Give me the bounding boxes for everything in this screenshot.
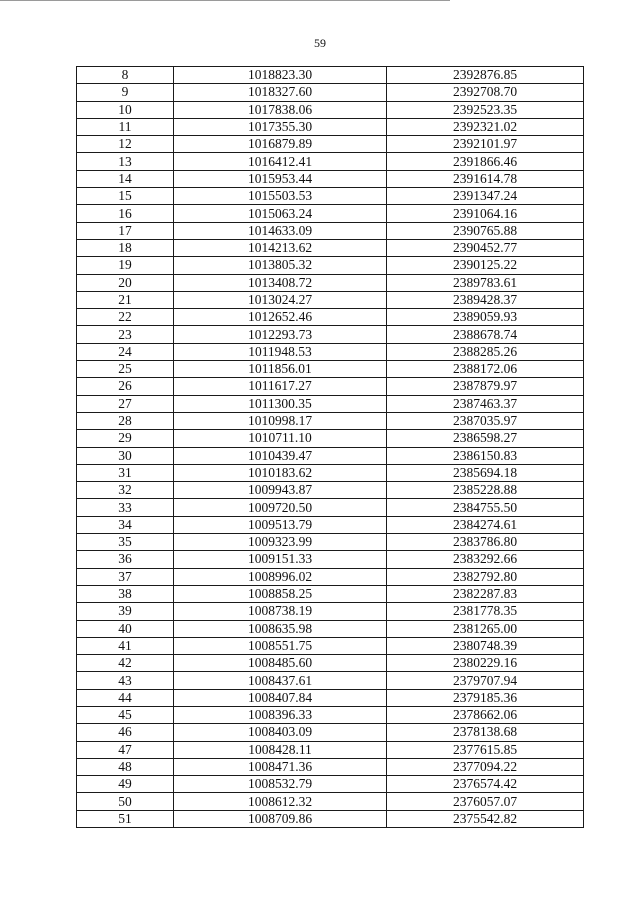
y-coordinate-cell: 2388285.26 <box>387 343 584 360</box>
y-coordinate-cell: 2390452.77 <box>387 239 584 256</box>
table-row <box>77 153 584 170</box>
point-number-cell: 26 <box>77 378 174 395</box>
point-number-cell: 41 <box>77 637 174 654</box>
x-coordinate-cell: 1008396.33 <box>174 706 387 723</box>
table-row <box>77 205 584 222</box>
x-coordinate-cell: 1008471.36 <box>174 758 387 775</box>
point-number-cell: 47 <box>77 741 174 758</box>
table-row <box>77 309 584 326</box>
table-row <box>77 603 584 620</box>
x-coordinate-cell: 1013024.27 <box>174 291 387 308</box>
table-row <box>77 343 584 360</box>
y-coordinate-cell: 2380229.16 <box>387 655 584 672</box>
point-number-cell: 15 <box>77 188 174 205</box>
y-coordinate-cell: 2392321.02 <box>387 118 584 135</box>
x-coordinate-cell: 1015953.44 <box>174 170 387 187</box>
table-row <box>77 101 584 118</box>
y-coordinate-cell: 2377094.22 <box>387 758 584 775</box>
x-coordinate-cell: 1018823.30 <box>174 67 387 84</box>
y-coordinate-cell: 2378138.68 <box>387 724 584 741</box>
point-number-cell: 46 <box>77 724 174 741</box>
x-coordinate-cell: 1008551.75 <box>174 637 387 654</box>
point-number-cell: 21 <box>77 291 174 308</box>
y-coordinate-cell: 2381778.35 <box>387 603 584 620</box>
table-row <box>77 291 584 308</box>
table-row <box>77 534 584 551</box>
x-coordinate-cell: 1017838.06 <box>174 101 387 118</box>
x-coordinate-cell: 1013408.72 <box>174 274 387 291</box>
table-row <box>77 516 584 533</box>
point-number-cell: 11 <box>77 118 174 135</box>
y-coordinate-cell: 2391347.24 <box>387 188 584 205</box>
y-coordinate-cell: 2379185.36 <box>387 689 584 706</box>
table-row <box>77 136 584 153</box>
point-number-cell: 25 <box>77 361 174 378</box>
x-coordinate-cell: 1008612.32 <box>174 793 387 810</box>
y-coordinate-cell: 2389783.61 <box>387 274 584 291</box>
point-number-cell: 19 <box>77 257 174 274</box>
table-row <box>77 655 584 672</box>
x-coordinate-cell: 1016412.41 <box>174 153 387 170</box>
y-coordinate-cell: 2375542.82 <box>387 810 584 827</box>
y-coordinate-cell: 2387463.37 <box>387 395 584 412</box>
y-coordinate-cell: 2388172.06 <box>387 361 584 378</box>
y-coordinate-cell: 2383292.66 <box>387 551 584 568</box>
x-coordinate-cell: 1008996.02 <box>174 568 387 585</box>
x-coordinate-cell: 1009720.50 <box>174 499 387 516</box>
y-coordinate-cell: 2377615.85 <box>387 741 584 758</box>
table-row <box>77 672 584 689</box>
table-row <box>77 464 584 481</box>
point-number-cell: 8 <box>77 67 174 84</box>
table-row <box>77 637 584 654</box>
y-coordinate-cell: 2389428.37 <box>387 291 584 308</box>
table-row <box>77 551 584 568</box>
table-row <box>77 724 584 741</box>
x-coordinate-cell: 1011948.53 <box>174 343 387 360</box>
table-row <box>77 689 584 706</box>
point-number-cell: 37 <box>77 568 174 585</box>
x-coordinate-cell: 1010439.47 <box>174 447 387 464</box>
x-coordinate-cell: 1012293.73 <box>174 326 387 343</box>
point-number-cell: 42 <box>77 655 174 672</box>
x-coordinate-cell: 1015503.53 <box>174 188 387 205</box>
point-number-cell: 20 <box>77 274 174 291</box>
point-number-cell: 28 <box>77 412 174 429</box>
point-number-cell: 48 <box>77 758 174 775</box>
x-coordinate-cell: 1015063.24 <box>174 205 387 222</box>
y-coordinate-cell: 2381265.00 <box>387 620 584 637</box>
point-number-cell: 34 <box>77 516 174 533</box>
y-coordinate-cell: 2390765.88 <box>387 222 584 239</box>
point-number-cell: 49 <box>77 776 174 793</box>
y-coordinate-cell: 2391866.46 <box>387 153 584 170</box>
x-coordinate-cell: 1008485.60 <box>174 655 387 672</box>
x-coordinate-cell: 1011300.35 <box>174 395 387 412</box>
x-coordinate-cell: 1010183.62 <box>174 464 387 481</box>
table-row <box>77 188 584 205</box>
y-coordinate-cell: 2391614.78 <box>387 170 584 187</box>
x-coordinate-cell: 1008858.25 <box>174 585 387 602</box>
y-coordinate-cell: 2390125.22 <box>387 257 584 274</box>
point-number-cell: 35 <box>77 534 174 551</box>
table-row <box>77 568 584 585</box>
x-coordinate-cell: 1011856.01 <box>174 361 387 378</box>
point-number-cell: 33 <box>77 499 174 516</box>
point-number-cell: 45 <box>77 706 174 723</box>
x-coordinate-cell: 1008407.84 <box>174 689 387 706</box>
point-number-cell: 40 <box>77 620 174 637</box>
table-row <box>77 793 584 810</box>
table-row <box>77 412 584 429</box>
y-coordinate-cell: 2376057.07 <box>387 793 584 810</box>
point-number-cell: 50 <box>77 793 174 810</box>
table-row <box>77 585 584 602</box>
x-coordinate-cell: 1008635.98 <box>174 620 387 637</box>
coordinates-table <box>76 66 584 828</box>
point-number-cell: 10 <box>77 101 174 118</box>
y-coordinate-cell: 2376574.42 <box>387 776 584 793</box>
x-coordinate-cell: 1008403.09 <box>174 724 387 741</box>
point-number-cell: 13 <box>77 153 174 170</box>
table-row <box>77 482 584 499</box>
table-row <box>77 430 584 447</box>
y-coordinate-cell: 2388678.74 <box>387 326 584 343</box>
table-row <box>77 257 584 274</box>
point-number-cell: 38 <box>77 585 174 602</box>
point-number-cell: 23 <box>77 326 174 343</box>
x-coordinate-cell: 1008428.11 <box>174 741 387 758</box>
y-coordinate-cell: 2387879.97 <box>387 378 584 395</box>
top-border-line <box>0 0 450 1</box>
table-row <box>77 170 584 187</box>
table-row <box>77 239 584 256</box>
point-number-cell: 17 <box>77 222 174 239</box>
x-coordinate-cell: 1013805.32 <box>174 257 387 274</box>
point-number-cell: 31 <box>77 464 174 481</box>
y-coordinate-cell: 2389059.93 <box>387 309 584 326</box>
table-row <box>77 706 584 723</box>
point-number-cell: 16 <box>77 205 174 222</box>
point-number-cell: 27 <box>77 395 174 412</box>
x-coordinate-cell: 1010711.10 <box>174 430 387 447</box>
y-coordinate-cell: 2384274.61 <box>387 516 584 533</box>
point-number-cell: 24 <box>77 343 174 360</box>
point-number-cell: 12 <box>77 136 174 153</box>
point-number-cell: 29 <box>77 430 174 447</box>
table-row <box>77 395 584 412</box>
x-coordinate-cell: 1018327.60 <box>174 84 387 101</box>
y-coordinate-cell: 2386598.27 <box>387 430 584 447</box>
table-row <box>77 118 584 135</box>
point-number-cell: 9 <box>77 84 174 101</box>
table-row <box>77 361 584 378</box>
x-coordinate-cell: 1009151.33 <box>174 551 387 568</box>
x-coordinate-cell: 1016879.89 <box>174 136 387 153</box>
x-coordinate-cell: 1014213.62 <box>174 239 387 256</box>
point-number-cell: 14 <box>77 170 174 187</box>
point-number-cell: 43 <box>77 672 174 689</box>
y-coordinate-cell: 2386150.83 <box>387 447 584 464</box>
point-number-cell: 36 <box>77 551 174 568</box>
table-row <box>77 84 584 101</box>
y-coordinate-cell: 2387035.97 <box>387 412 584 429</box>
table-row <box>77 758 584 775</box>
y-coordinate-cell: 2378662.06 <box>387 706 584 723</box>
point-number-cell: 18 <box>77 239 174 256</box>
x-coordinate-cell: 1010998.17 <box>174 412 387 429</box>
table-row <box>77 447 584 464</box>
x-coordinate-cell: 1009513.79 <box>174 516 387 533</box>
y-coordinate-cell: 2392708.70 <box>387 84 584 101</box>
point-number-cell: 30 <box>77 447 174 464</box>
y-coordinate-cell: 2383786.80 <box>387 534 584 551</box>
x-coordinate-cell: 1009323.99 <box>174 534 387 551</box>
point-number-cell: 51 <box>77 810 174 827</box>
y-coordinate-cell: 2391064.16 <box>387 205 584 222</box>
x-coordinate-cell: 1012652.46 <box>174 309 387 326</box>
x-coordinate-cell: 1008738.19 <box>174 603 387 620</box>
x-coordinate-cell: 1017355.30 <box>174 118 387 135</box>
x-coordinate-cell: 1008437.61 <box>174 672 387 689</box>
page-number: 59 <box>314 36 326 50</box>
y-coordinate-cell: 2385228.88 <box>387 482 584 499</box>
x-coordinate-cell: 1011617.27 <box>174 378 387 395</box>
y-coordinate-cell: 2392101.97 <box>387 136 584 153</box>
coordinates-table-body <box>77 67 584 828</box>
table-row <box>77 499 584 516</box>
y-coordinate-cell: 2392523.35 <box>387 101 584 118</box>
x-coordinate-cell: 1008709.86 <box>174 810 387 827</box>
y-coordinate-cell: 2379707.94 <box>387 672 584 689</box>
table-row <box>77 741 584 758</box>
y-coordinate-cell: 2380748.39 <box>387 637 584 654</box>
x-coordinate-cell: 1008532.79 <box>174 776 387 793</box>
table-row <box>77 378 584 395</box>
point-number-cell: 39 <box>77 603 174 620</box>
table-row <box>77 326 584 343</box>
point-number-cell: 44 <box>77 689 174 706</box>
point-number-cell: 32 <box>77 482 174 499</box>
y-coordinate-cell: 2382287.83 <box>387 585 584 602</box>
y-coordinate-cell: 2384755.50 <box>387 499 584 516</box>
table-row <box>77 776 584 793</box>
table-row <box>77 810 584 827</box>
y-coordinate-cell: 2392876.85 <box>387 67 584 84</box>
table-row <box>77 222 584 239</box>
table-row <box>77 620 584 637</box>
point-number-cell: 22 <box>77 309 174 326</box>
y-coordinate-cell: 2385694.18 <box>387 464 584 481</box>
x-coordinate-cell: 1009943.87 <box>174 482 387 499</box>
table-row <box>77 67 584 84</box>
table-row <box>77 274 584 291</box>
x-coordinate-cell: 1014633.09 <box>174 222 387 239</box>
y-coordinate-cell: 2382792.80 <box>387 568 584 585</box>
